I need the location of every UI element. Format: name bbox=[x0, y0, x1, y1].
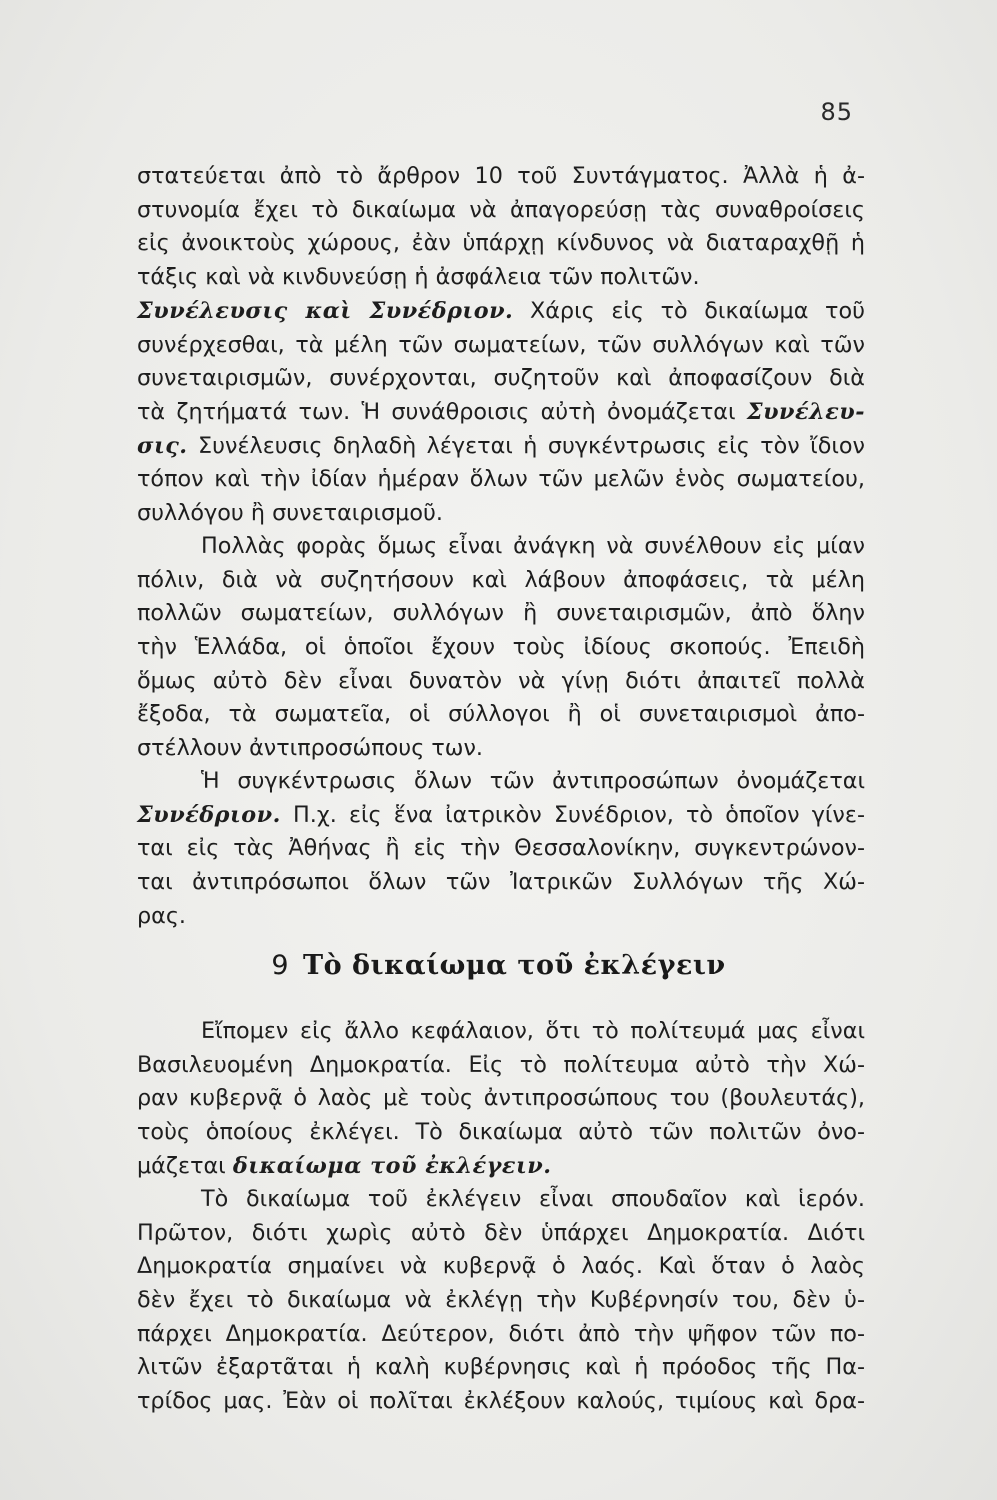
text-line bbox=[137, 799, 865, 833]
paragraph-synedrion bbox=[137, 765, 865, 933]
text-line: Εἴπομεν εἰς ἄλλο κεφάλαιον, ὅτι τὸ πολίτευμά μας εἶναι bbox=[201, 1018, 865, 1044]
text-line: πολλῶν σωματείων, συλλόγων ἢ συνεταιρισμῶν, ἀπὸ ὅλην bbox=[137, 600, 865, 627]
text-line: ρας. bbox=[137, 902, 187, 929]
text-line: Βασιλευομένη Δημοκρατία. Εἰς τὸ πολίτευμα αὐτὸ τὴν Χώ- bbox=[137, 1051, 865, 1078]
text-line: στυνομία ἔχει τὸ δικαίωμα νὰ ἀπαγορεύσῃ τὰς συναθροίσεις bbox=[137, 196, 865, 223]
text-line: τὴν Ἑλλάδα, οἱ ὁποῖοι ἔχουν τοὺς ἰδίους σκοπούς. Ἐπειδὴ bbox=[137, 634, 865, 661]
text-line: ὅμως αὐτὸ δὲν εἶναι δυνατὸν νὰ γίνῃ διότι ἀπαιτεῖ πολλὰ bbox=[137, 667, 865, 694]
emphasis-term: Συνέδριον. bbox=[137, 801, 281, 828]
paragraph-assembly-restrictions bbox=[137, 160, 865, 295]
text-line bbox=[137, 396, 865, 430]
text-line: συνέρχεσθαι, τὰ μέλη τῶν σωματείων, τῶν συλλόγων καὶ τῶν bbox=[137, 331, 865, 358]
text-line: δὲν ἔχει τὸ δικαίωμα νὰ ἐκλέγῃ τὴν Κυβέρνησίν του, δὲν ὑ- bbox=[137, 1287, 865, 1314]
text-line: τρίδος μας. Ἐὰν οἱ πολῖται ἐκλέξουν καλούς, τιμίους καὶ δρα- bbox=[137, 1388, 865, 1415]
text-line: ται ἀντιπρόσωποι ὅλων τῶν Ἰατρικῶν Συλλόγων τῆς Χώ- bbox=[137, 869, 865, 896]
text-line: Τὸ δικαίωμα τοῦ ἐκλέγειν εἶναι σπουδαῖον καὶ ἱερόν. bbox=[201, 1186, 865, 1212]
emphasis-term: δικαίωμα τοῦ ἐκλέγειν. bbox=[232, 1152, 552, 1179]
text-line: Δημοκρατία σημαίνει νὰ κυβερνᾷ ὁ λαός. Καὶ ὅταν ὁ λαὸς bbox=[137, 1253, 865, 1280]
emphasis-term: Συνέλευ- bbox=[746, 399, 865, 426]
paragraph-representatives bbox=[137, 530, 865, 766]
section-number: 9 bbox=[271, 950, 290, 981]
paragraph-right-to-vote-importance bbox=[137, 1183, 865, 1419]
text-line: ται εἰς τὰς Ἀθήνας ἢ εἰς τὴν Θεσσαλονίκην, συγκεντρώνον- bbox=[137, 835, 865, 862]
text-line: τοὺς ὁποίους ἐκλέγει. Τὸ δικαίωμα αὐτὸ τῶν πολιτῶν ὀνο- bbox=[137, 1119, 865, 1146]
text-line: Πρῶτον, διότι χωρὶς αὐτὸ δὲν ὑπάρχει Δημοκρατία. Διότι bbox=[137, 1219, 865, 1246]
text-line: πάρχει Δημοκρατία. Δεύτερον, διότι ἀπὸ τὴν ψῆφον τῶν πο- bbox=[137, 1320, 865, 1347]
text-line: Ἡ συγκέντρωσις ὅλων τῶν ἀντιπροσώπων ὀνομάζεται bbox=[201, 768, 865, 794]
section-title: Τὸ δικαίωμα τοῦ ἐκλέγειν bbox=[303, 950, 726, 981]
text-line: συλλόγου ἢ συνεταιρισμοῦ. bbox=[137, 500, 443, 527]
text-span: Συνέλευσις δηλαδὴ λέγεται ἡ συγκέντρωσις εἰς τὸν ἴδιον bbox=[187, 432, 865, 459]
page-number: 85 bbox=[820, 98, 853, 126]
paragraph-right-to-vote-intro bbox=[137, 1015, 865, 1183]
text-line bbox=[137, 295, 865, 329]
text-line: συνεταιρισμῶν, συνέρχονται, συζητοῦν καὶ ἀποφασίζουν διὰ bbox=[137, 365, 865, 392]
emphasis-term: Συνέλευσις καὶ Συνέδριον. bbox=[137, 298, 514, 324]
text-span: τὰ ζητήματά των. Ἡ συνάθροισις αὐτὴ ὀνομάζεται bbox=[137, 399, 747, 426]
text-span: Π.χ. εἰς ἕνα ἰατρικὸν Συνέδριον, τὸ ὁποῖον γίνε- bbox=[280, 801, 865, 828]
section-heading bbox=[0, 950, 997, 981]
text-line: ἔξοδα, τὰ σωματεῖα, οἱ σύλλογοι ἢ οἱ συνεταιρισμοὶ ἀπο- bbox=[137, 701, 865, 728]
text-line: λιτῶν ἐξαρτᾶται ἡ καλὴ κυβέρνησις καὶ ἡ πρόοδος τῆς Πα- bbox=[137, 1354, 865, 1381]
text-line: τάξις καὶ νὰ κινδυνεύσῃ ἡ ἀσφάλεια τῶν πολιτῶν. bbox=[137, 264, 700, 291]
text-line: στέλλουν ἀντιπροσώπους των. bbox=[137, 735, 484, 762]
text-span: Χάρις εἰς τὸ δικαίωμα τοῦ bbox=[513, 298, 865, 324]
text-line: ραν κυβερνᾷ ὁ λαὸς μὲ τοὺς ἀντιπροσώπους του (βουλευτάς), bbox=[137, 1085, 865, 1112]
text-line bbox=[137, 430, 865, 464]
text-span: μάζεται bbox=[137, 1152, 233, 1179]
text-line: στατεύεται ἀπὸ τὸ ἄρθρον 10 τοῦ Συντάγματος. Ἀλλὰ ἡ ἀ- bbox=[137, 163, 865, 189]
text-line: τόπον καὶ τὴν ἰδίαν ἡμέραν ὅλων τῶν μελῶν ἑνὸς σωματείου, bbox=[137, 466, 865, 493]
text-line: πόλιν, διὰ νὰ συζητήσουν καὶ λάβουν ἀποφάσεις, τὰ μέλη bbox=[137, 566, 865, 593]
text-line: εἰς ἀνοικτοὺς χώρους, ἐὰν ὑπάρχῃ κίνδυνος νὰ διαταραχθῇ ἡ bbox=[137, 230, 865, 257]
emphasis-term: σις. bbox=[137, 432, 188, 459]
paragraph-synelefsis bbox=[137, 295, 865, 531]
text-line bbox=[137, 1150, 865, 1184]
text-line: Πολλὰς φορὰς ὅμως εἶναι ἀνάγκη νὰ συνέλθουν εἰς μίαν bbox=[201, 533, 865, 559]
